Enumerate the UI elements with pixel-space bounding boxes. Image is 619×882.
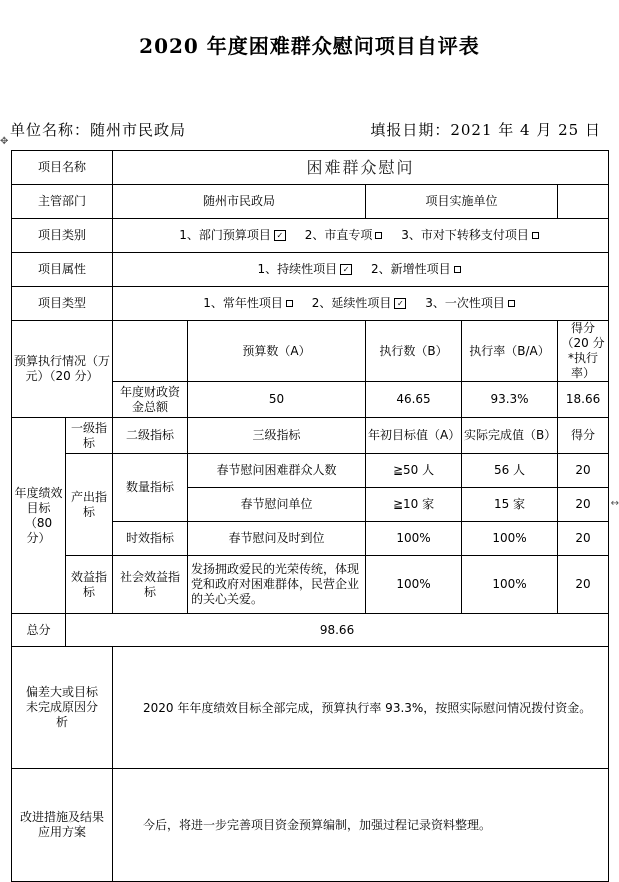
checkbox-empty-icon[interactable] <box>286 300 293 307</box>
deviation-text[interactable]: 2020 年年度绩效目标全部完成，预算执行率 93.3%，按照实际慰问情况拨付资金。 <box>113 647 609 769</box>
item-score[interactable]: 20 <box>558 522 609 556</box>
checkbox-empty-icon[interactable] <box>508 300 515 307</box>
table-row <box>12 556 609 614</box>
row-budget-header <box>12 321 609 382</box>
deviation-label: 偏差大或目标未完成原因分析 <box>12 647 113 769</box>
item-actual[interactable]: 100% <box>462 556 558 614</box>
table-row <box>12 454 609 488</box>
row-total <box>12 614 609 647</box>
perf-head-actual: 实际完成值（B） <box>462 418 558 454</box>
item-target[interactable]: 100% <box>366 522 462 556</box>
budget-col-rate: 执行率（B/A） <box>462 321 558 382</box>
quantity-label: 数量指标 <box>113 454 188 522</box>
checkbox-empty-icon[interactable] <box>375 232 382 239</box>
improvement-text[interactable]: 今后，将进一步完善项目资金预算编制，加强过程记录资料整理。 <box>113 769 609 882</box>
type-label: 项目类型 <box>12 287 113 321</box>
budget-label: 预算执行情况（万元）（20 分） <box>12 321 113 418</box>
perf-head-lvl1: 一级指标 <box>66 418 113 454</box>
row-perf-header <box>12 418 609 454</box>
timeliness-label: 时效指标 <box>113 522 188 556</box>
project-name-value[interactable]: 困难群众慰问 <box>113 151 609 185</box>
budget-a[interactable]: 50 <box>188 382 366 418</box>
attribute-label: 项目属性 <box>12 253 113 287</box>
date-label: 填报日期： <box>370 121 451 139</box>
date-value: 2021 年 4 月 25 日 <box>450 121 601 139</box>
budget-col-b: 执行数（B） <box>366 321 462 382</box>
dept-label: 主管部门 <box>12 185 113 219</box>
type-option[interactable]: 2、延续性项目 ✓ <box>312 296 410 310</box>
category-options <box>113 219 609 253</box>
table-move-handle-icon[interactable]: ✥ <box>0 136 9 147</box>
perf-head-score: 得分 <box>558 418 609 454</box>
item-target[interactable]: ≧10 家 <box>366 488 462 522</box>
total-label: 总分 <box>12 614 66 647</box>
impl-label: 项目实施单位 <box>366 185 558 219</box>
type-option[interactable]: 1、常年性项目 <box>203 296 296 310</box>
item-lvl3: 春节慰问单位 <box>188 488 366 522</box>
row-type <box>12 287 609 321</box>
item-lvl3: 发扬拥政爱民的光荣传统，体现党和政府对困难群体，民营企业的关心关爱。 <box>188 556 366 614</box>
evaluation-table <box>11 150 609 882</box>
item-lvl3: 春节慰问困难群众人数 <box>188 454 366 488</box>
benefit-label: 效益指标 <box>66 556 113 614</box>
checkbox-empty-icon[interactable] <box>454 266 461 273</box>
perf-head-lvl3: 三级指标 <box>188 418 366 454</box>
checkbox-checked-icon[interactable]: ✓ <box>340 264 352 275</box>
total-value[interactable]: 98.66 <box>66 614 609 647</box>
type-options <box>113 287 609 321</box>
budget-empty-cell <box>113 321 188 382</box>
social-label: 社会效益指标 <box>113 556 188 614</box>
item-actual[interactable]: 56 人 <box>462 454 558 488</box>
budget-b[interactable]: 46.65 <box>366 382 462 418</box>
page-title: 2020 年度困难群众慰问项目自评表 <box>139 34 480 58</box>
budget-col-score: 得分（20 分*执行率） <box>558 321 609 382</box>
perf-head-target: 年初目标值（A） <box>366 418 462 454</box>
improvement-label: 改进措施及结果应用方案 <box>12 769 113 882</box>
row-attribute <box>12 253 609 287</box>
budget-row-label: 年度财政资金总额 <box>113 382 188 418</box>
item-score[interactable]: 20 <box>558 556 609 614</box>
unit-value: 随州市民政局 <box>90 121 187 139</box>
budget-col-a: 预算数（A） <box>188 321 366 382</box>
row-project-name <box>12 151 609 185</box>
attribute-option[interactable]: 1、持续性项目 ✓ <box>257 262 355 276</box>
project-name-label: 项目名称 <box>12 151 113 185</box>
checkbox-checked-icon[interactable]: ✓ <box>274 230 286 241</box>
item-score[interactable]: 20 <box>558 488 609 522</box>
item-actual[interactable]: 100% <box>462 522 558 556</box>
impl-value[interactable] <box>558 185 609 219</box>
perf-head-lvl2: 二级指标 <box>113 418 188 454</box>
checkbox-checked-icon[interactable]: ✓ <box>394 298 406 309</box>
attribute-option[interactable]: 2、新增性项目 <box>371 262 464 276</box>
type-option[interactable]: 3、一次性项目 <box>425 296 518 310</box>
unit-line <box>10 119 186 140</box>
row-category <box>12 219 609 253</box>
category-option[interactable]: 3、市对下转移支付项目 <box>401 228 542 242</box>
item-target[interactable]: 100% <box>366 556 462 614</box>
unit-label: 单位名称： <box>10 121 91 139</box>
row-department <box>12 185 609 219</box>
category-option[interactable]: 2、市直专项 <box>305 228 386 242</box>
perf-label: 年度绩效目标（80 分） <box>12 418 66 614</box>
item-score[interactable]: 20 <box>558 454 609 488</box>
output-label: 产出指标 <box>66 454 113 556</box>
date-line <box>370 119 601 140</box>
dept-value[interactable]: 随州市民政局 <box>113 185 366 219</box>
category-option[interactable]: 1、部门预算项目 ✓ <box>179 228 289 242</box>
item-actual[interactable]: 15 家 <box>462 488 558 522</box>
checkbox-empty-icon[interactable] <box>532 232 539 239</box>
row-improvement <box>12 769 609 882</box>
category-label: 项目类别 <box>12 219 113 253</box>
row-deviation <box>12 647 609 769</box>
attribute-options <box>113 253 609 287</box>
budget-score[interactable]: 18.66 <box>558 382 609 418</box>
item-lvl3: 春节慰问及时到位 <box>188 522 366 556</box>
table-resize-handle-icon[interactable]: ↔ <box>610 498 619 509</box>
item-target[interactable]: ≧50 人 <box>366 454 462 488</box>
budget-rate[interactable]: 93.3% <box>462 382 558 418</box>
